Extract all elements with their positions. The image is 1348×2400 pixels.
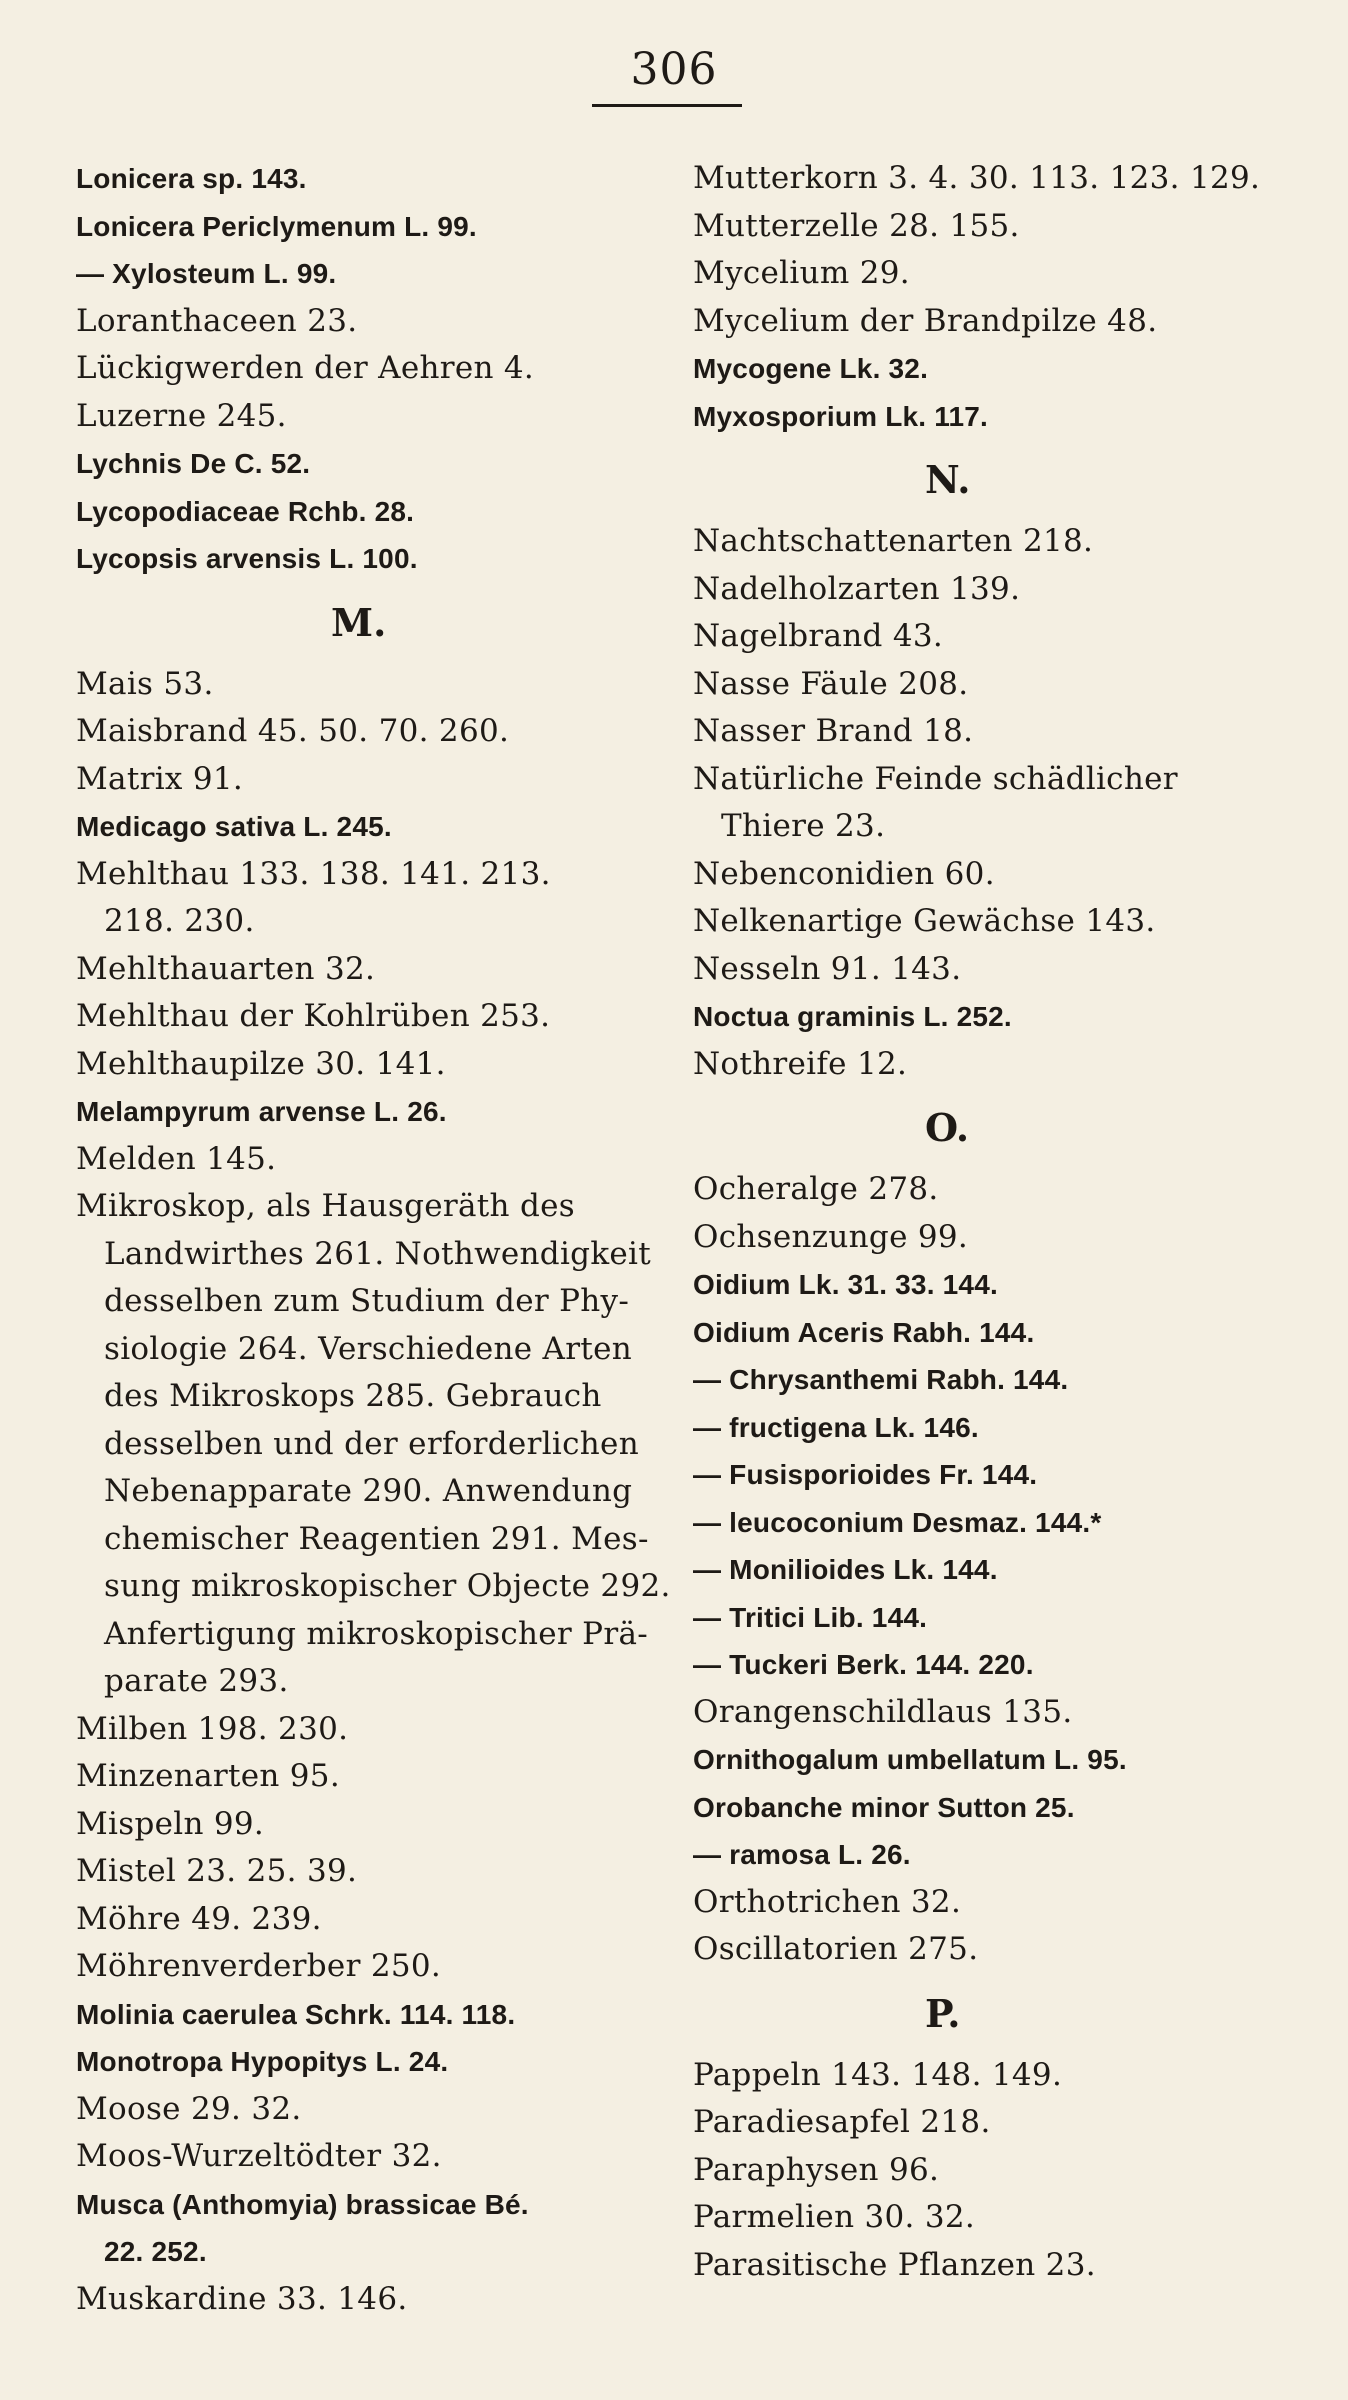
index-entry: Musca (Anthomyia) brassicae Bé. [76, 2188, 529, 2220]
index-entry: Mehlthau der Kohlrüben 253. [76, 998, 551, 1034]
index-entry: Parasitische Pflanzen 23. [693, 2246, 1096, 2283]
index-entry: Mycogene Lk. 32. [693, 353, 929, 384]
index-entry: des Mikroskops 285. Gebrauch [104, 1378, 602, 1414]
index-entry: Nasse Fäule 208. [693, 665, 969, 702]
index-entry: Maisbrand 45. 50. 70. 260. [76, 713, 510, 749]
index-entry: Noctua graminis L. 252. [693, 1001, 1012, 1032]
index-entry: Landwirthes 261. Nothwendigkeit [104, 1235, 652, 1272]
index-entry: Möhrenverderber 250. [76, 1948, 442, 1984]
index-entry: Mistel 23. 25. 39. [76, 1853, 358, 1889]
index-entry: Mehlthauarten 32. [76, 950, 376, 987]
index-entry: Oscillatorien 275. [693, 1931, 979, 1967]
index-entry: 218. 230. [104, 903, 255, 939]
index-entry: Medicago sativa L. 245. [76, 811, 392, 842]
index-entry: — fructigena Lk. 146. [693, 1411, 979, 1443]
index-entry: Matrix 91. [76, 760, 244, 797]
index-entry: Loranthaceen 23. [76, 302, 358, 339]
index-entry: Thiere 23. [721, 808, 886, 844]
index-entry: — Tritici Lib. 144. [693, 1601, 928, 1633]
entry-list-m [76, 661, 676, 2324]
index-entry: — Xylosteum L. 99. [76, 258, 337, 289]
index-entry: Nesseln 91. 143. [693, 950, 962, 987]
index-entry: Mycelium der Brandpilze 48. [693, 302, 1158, 339]
entry-list-o [693, 1166, 1303, 1974]
entry-list-top [76, 155, 676, 583]
index-entry: — Monilioides Lk. 144. [693, 1554, 998, 1585]
index-entry: Paraphysen 96. [693, 2151, 940, 2188]
index-entry: Nadelholzarten 139. [693, 570, 1021, 607]
index-entry: Oidium Aceris Rabh. 144. [693, 1316, 1035, 1348]
index-entry: Melden 145. [76, 1140, 277, 1177]
index-entry: Molinia caerulea Schrk. 114. 118. [76, 1998, 516, 2030]
index-entry: Natürliche Feinde schädlicher [693, 760, 1178, 797]
index-entry: Orangenschildlaus 135. [693, 1693, 1073, 1730]
index-entry: — Chrysanthemi Rabh. 144. [693, 1364, 1069, 1395]
index-entry: Lückigwerden der Aehren 4. [76, 350, 535, 386]
section-heading-o: O. [925, 1105, 970, 1150]
index-entry: — ramosa L. 26. [693, 1839, 911, 1870]
index-entry: Milben 198. 230. [76, 1710, 349, 1747]
index-entry: — leucoconium Desmaz. 144.* [693, 1506, 1102, 1538]
left-column [76, 155, 676, 2323]
index-entry: Monotropa Hypopitys L. 24. [76, 2046, 449, 2077]
entry-list-top [693, 155, 1303, 440]
index-entry: Lonicera Periclymenum L. 99. [76, 210, 477, 242]
index-entry: Mehlthaupilze 30. 141. [76, 1045, 446, 1082]
index-entry: Lycopodiaceae Rchb. 28. [76, 495, 415, 527]
index-entry: Möhre 49. 239. [76, 1900, 322, 1937]
index-entry: Nachtschattenarten 218. [693, 523, 1094, 559]
index-entry: Ochsenzunge 99. [693, 1218, 969, 1255]
index-entry: Orobanche minor Sutton 25. [693, 1791, 1075, 1823]
index-entry: Oidium Lk. 31. 33. 144. [693, 1269, 998, 1300]
index-entry: Nasser Brand 18. [693, 713, 974, 749]
index-entry: Lycopsis arvensis L. 100. [76, 543, 418, 574]
index-entry: Lychnis De C. 52. [76, 448, 311, 479]
index-entry: Paradiesapfel 218. [693, 2104, 991, 2140]
section-heading-m: M. [331, 599, 387, 645]
entry-list-n [693, 518, 1303, 1088]
page-number: 306 [630, 44, 718, 95]
index-entry: Myxosporium Lk. 117. [693, 400, 988, 432]
index-entry: Ornithogalum umbellatum L. 95. [693, 1744, 1127, 1775]
index-entry: siologie 264. Verschiedene Arten [104, 1330, 633, 1367]
index-entry: Nagelbrand 43. [693, 618, 944, 654]
section-heading-p: P. [925, 1990, 961, 2036]
index-entry: Nebenconidien 60. [693, 855, 995, 892]
right-column [693, 155, 1303, 2289]
section-heading-n: N. [925, 457, 971, 502]
index-entry: Mehlthau 133. 138. 141. 213. [76, 855, 551, 892]
index-entry: Orthotrichen 32. [693, 1883, 962, 1920]
index-entry: Pappeln 143. 148. 149. [693, 2056, 1063, 2093]
page-number-rule [592, 104, 742, 107]
index-entry: Nebenapparate 290. Anwendung [104, 1473, 633, 1509]
index-entry: — Fusisporioides Fr. 144. [693, 1459, 1038, 1490]
index-entry: Lonicera sp. 143. [76, 163, 307, 194]
entry-list-p [693, 2052, 1303, 2290]
index-entry: desselben zum Studium der Phy- [104, 1283, 630, 1319]
index-entry: Moose 29. 32. [76, 2090, 302, 2127]
index-entry: Mispeln 99. [76, 1805, 265, 1842]
index-entry: Anfertigung mikroskopischer Prä- [104, 1615, 649, 1652]
index-entry: parate 293. [104, 1663, 289, 1699]
index-entry: Mycelium 29. [693, 255, 910, 291]
index-entry: Muskardine 33. 146. [76, 2280, 408, 2317]
index-entry: desselben und der erforderlichen [104, 1425, 639, 1462]
index-entry: Nothreife 12. [693, 1045, 908, 1082]
index-entry: 22. 252. [104, 2236, 207, 2267]
index-entry: Mutterkorn 3. 4. 30. 113. 123. 129. [693, 160, 1261, 196]
index-entry: sung mikroskopischer Objecte 292. [104, 1568, 671, 1604]
index-entry: Luzerne 245. [76, 397, 287, 434]
index-entry: Nelkenartige Gewächse 143. [693, 903, 1156, 939]
index-entry: Minzenarten 95. [76, 1758, 340, 1794]
index-entry: Mais 53. [76, 665, 214, 702]
index-entry: Ocheralge 278. [693, 1171, 939, 1207]
index-entry: Parmelien 30. 32. [693, 2199, 976, 2235]
index-entry: Mikroskop, als Hausgeräth des [76, 1188, 575, 1224]
index-entry: — Tuckeri Berk. 144. 220. [693, 1649, 1034, 1680]
index-entry: chemischer Reagentien 291. Mes- [104, 1520, 649, 1557]
index-entry: Moos-Wurzeltödter 32. [76, 2138, 442, 2174]
index-entry: Melampyrum arvense L. 26. [76, 1096, 447, 1127]
index-entry: Mutterzelle 28. 155. [693, 207, 1020, 244]
